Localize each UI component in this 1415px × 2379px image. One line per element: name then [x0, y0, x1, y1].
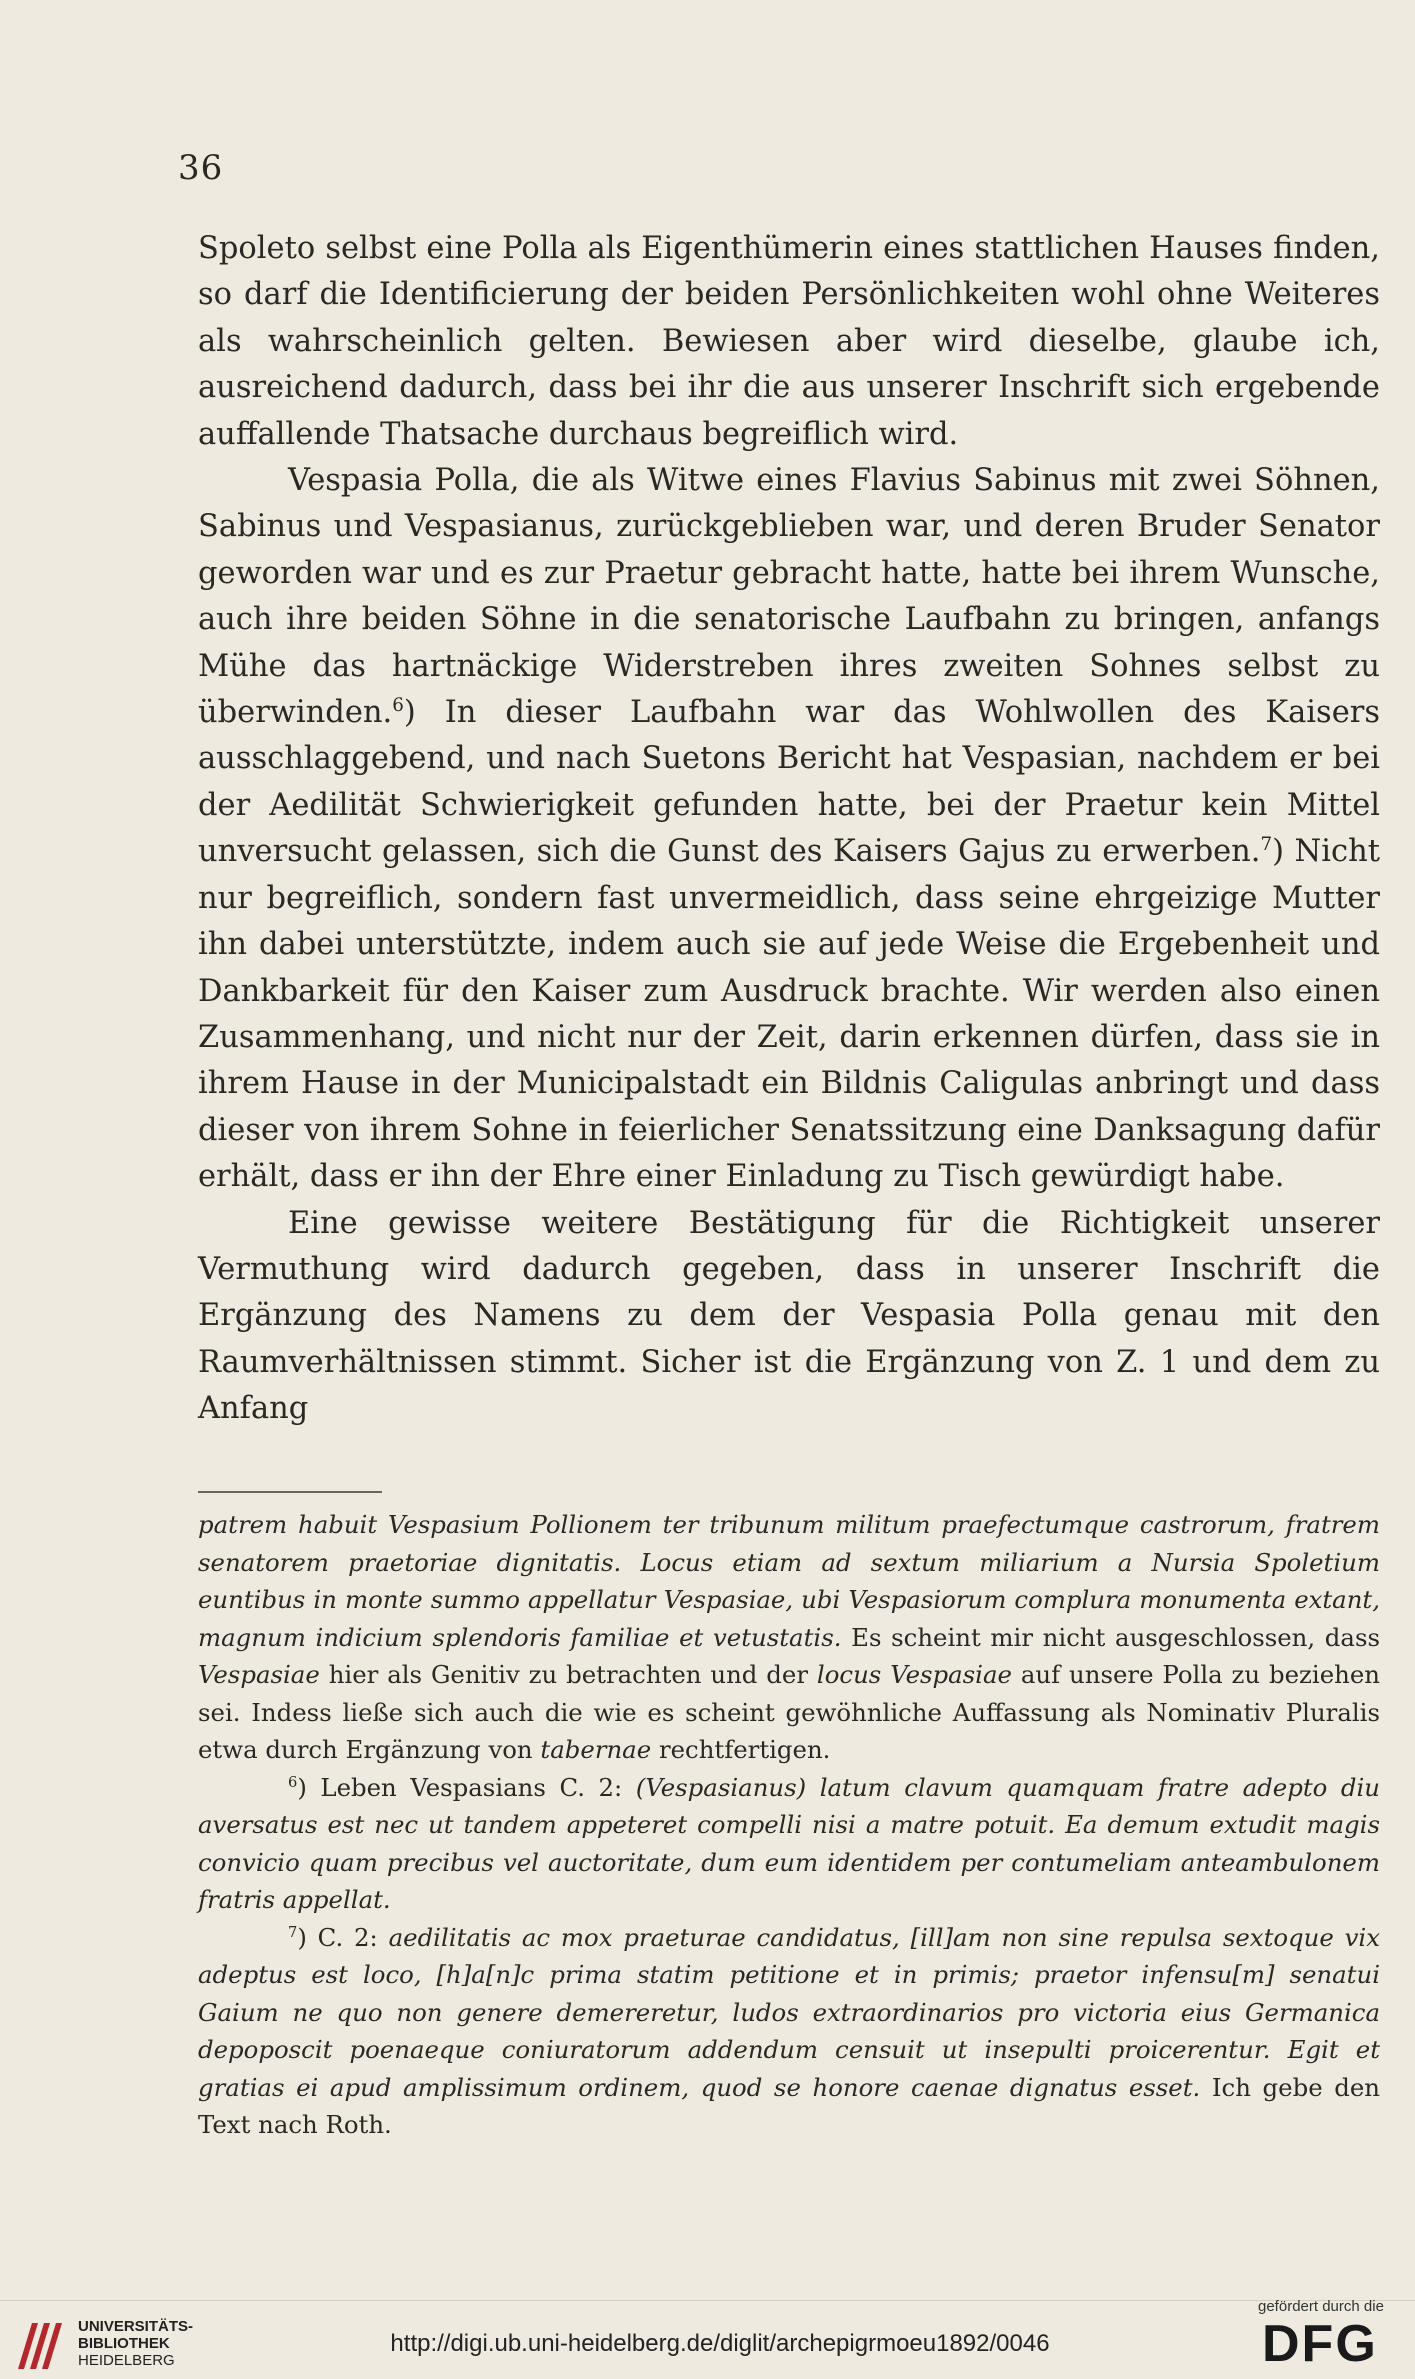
footnotes	[198, 1506, 1380, 2144]
footnote-ref-7[interactable]: 7	[1260, 834, 1273, 856]
funding-caption: gefördert durch die	[1258, 2298, 1384, 2315]
footnote-7: $^7$) C. 2: aedilitatis ac mox praeturae candidatus, [ill]am non sine repulsa sextoque vix adeptus est loco, [h]a[n]c prima statim petitione et in primis; praetor infensu[m] senatui Gaium ne quo non genere demereretur, ludos extraordinarios pro victoria eius Germanica depoposcit poenaeque coniuratorum addendum censuit ut insepulti proicerentur. Egit et gratias ei apud amplissimum ordinem, quod se honore caenae dignatus esset. Ich gebe den Text nach Roth.	[198, 1922, 1380, 2139]
source-url[interactable]: http://digi.ub.uni-heidelberg.de/diglit/archepigrmoeu1892/0046	[390, 2330, 1050, 2357]
page-number: 36	[178, 148, 224, 188]
dfg-logo: DFG	[1262, 2315, 1378, 2373]
body-text	[198, 226, 1380, 1433]
footnote-ref-6[interactable]: 6	[392, 695, 404, 717]
paragraph: Spoleto selbst eine Polla als Eigenthümerin eines stattlichen Hauses finden, so darf die Identificierung der beiden Persönlichkeiten wohl ohne Weiteres als wahrscheinlich gelten. Bewiesen aber wird dieselbe, glaube ich, ausreichend dadurch, dass bei ihr die aus unserer Inschrift sich ergebende auffallende Thatsache durchaus begreiflich wird.	[198, 231, 1380, 452]
paragraph: Eine gewisse weitere Bestätigung für die Richtigkeit unserer Vermuthung wird dadurch gegeben, dass in unserer Inschrift die Ergänzung des Namens zu dem der Vespasia Polla genau mit den Raumverhältnissen stimmt. Sicher ist die Ergänzung von Z. 1 und dem zu Anfang	[198, 1205, 1380, 1427]
paragraph: Vespasia Polla, die als Witwe eines Flavius Sabinus mit zwei Söhnen, Sabinus und Vespasianus, zurückgeblieben war, und deren Bruder Senator geworden war und es zur Praetur gebracht hatte, hatte bei ihrem Wunsche, auch ihre beiden Söhne in die senatorische Laufbahn zu bringen, anfangs Mühe das hartnäckige Widerstreben ihres zweiten Sohnes selbst zu überwinden.$^6$) In dieser Laufbahn war das Wohlwollen des Kaisers ausschlaggebend, und nach Suetons Bericht hat Vespasian, nachdem er bei der Aedilität Schwierigkeit gefunden hatte, bei der Praetur kein Mittel unversucht gelassen, sich die Gunst des Kaisers Gajus zu erwerben.$^7$) Nicht nur begreiflich, sondern fast unvermeidlich, dass seine ehrgeizige Mutter ihn dabei unterstützte, indem auch sie auf jede Weise die Ergebenheit und Dankbarkeit für den Kaiser zum Ausdruck brachte. Wir werden also einen Zusammenhang, und nicht nur der Zeit, darin erkennen dürfen, dass sie in ihrem Hause in der Municipalstadt ein Bildnis Caligulas anbringt und dass dieser von ihrem Sohne in feierlicher Senatssitzung eine Danksagung dafür erhält, dass er ihn der Ehre einer Einladung zu Tisch gewürdigt habe.	[198, 463, 1380, 1195]
footnote-continuation: patrem habuit Vespasium Pollionem ter tribunum militum praefectumque castrorum, fratrem senatorem praetoriae dignitatis. Locus etiam ad sextum miliarium a Nursia Spoletium euntibus in monte summo appellatur Vespasiae, ubi Vespasiorum complura monumenta extant, magnum indicium splendoris familiae et vetustatis. Es scheint mir nicht ausgeschlossen, dass Vespasiae hier als Genitiv zu betrachten und der locus Vespasiae auf unsere Polla zu beziehen sei. Indess ließe sich auch die wie es scheint gewöhnliche Auffassung als Nominativ Pluralis etwa durch Ergänzung von tabernae rechtfertigen.	[198, 1510, 1380, 1764]
footnote-6: $^6$) Leben Vespasians C. 2: (Vespasianus) latum clavum quamquam fratre adepto diu aversatus est nec ut tandem appeteret compelli nisi a matre potuit. Ea demum extudit magis convicio quam precibus vel auctoritate, dum eum identidem per contumeliam anteambulonem fratris appellat.	[198, 1772, 1380, 1914]
footnote-rule	[198, 1491, 382, 1493]
library-name: UNIVERSITÄTS- BIBLIOTHEK HEIDELBERG	[78, 2318, 194, 2369]
library-logo-icon	[12, 2317, 70, 2375]
